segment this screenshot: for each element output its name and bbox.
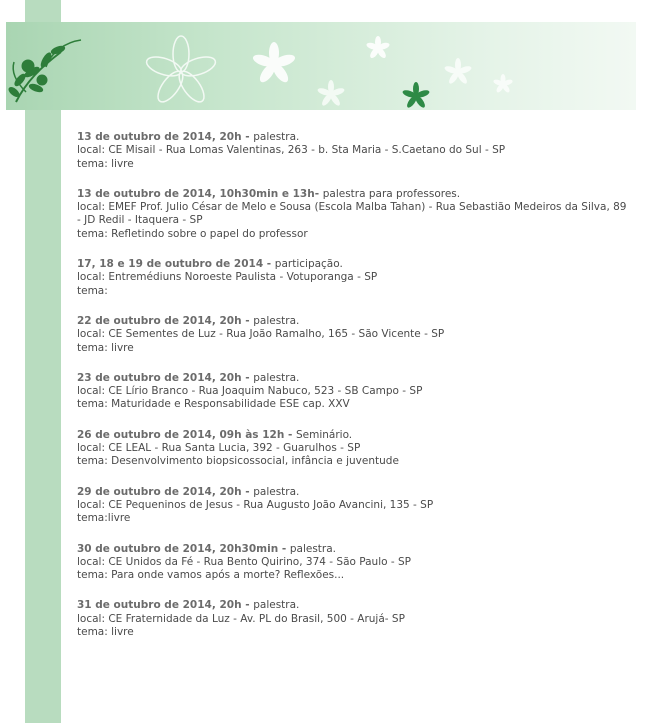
event-date: 13 de outubro de 2014, 10h30min e 13h- bbox=[77, 187, 323, 200]
event-header bbox=[77, 599, 627, 612]
event-local: local: EMEF Prof. Julio César de Melo e Sousa (Escola Malba Tahan) - Rua Sebastião Medeiros da Silva, 89 - JD Redil - Itaquera - SP bbox=[77, 201, 627, 227]
event-item bbox=[77, 486, 627, 526]
event-header bbox=[77, 188, 627, 201]
event-type: palestra para professores. bbox=[322, 187, 461, 200]
event-header bbox=[77, 543, 627, 556]
event-header bbox=[77, 315, 627, 328]
event-type: palestra. bbox=[253, 599, 300, 612]
event-date: 29 de outubro de 2014, 20h - bbox=[77, 485, 254, 498]
flower-vine-icon bbox=[6, 22, 636, 110]
event-date: 23 de outubro de 2014, 20h - bbox=[77, 371, 254, 384]
event-header bbox=[77, 258, 627, 271]
event-item bbox=[77, 543, 627, 583]
event-item bbox=[77, 429, 627, 469]
event-type: palestra. bbox=[253, 371, 300, 384]
event-local: local: CE Fraternidade da Luz - Av. PL do Brasil, 500 - Arujá- SP bbox=[77, 612, 405, 625]
event-date: 26 de outubro de 2014, 09h às 12h - bbox=[77, 428, 296, 441]
event-tema: tema: Refletindo sobre o papel do professor bbox=[77, 227, 308, 240]
event-item bbox=[77, 258, 627, 298]
event-item bbox=[77, 599, 627, 639]
event-date: 17, 18 e 19 de outubro de 2014 - bbox=[77, 258, 275, 271]
event-local: local: CE LEAL - Rua Santa Lucia, 392 - Guarulhos - SP bbox=[77, 442, 361, 455]
event-header bbox=[77, 429, 627, 442]
event-type: palestra. bbox=[253, 485, 300, 498]
event-tema: tema: livre bbox=[77, 626, 134, 639]
event-type: participação. bbox=[274, 258, 343, 271]
events-list bbox=[77, 131, 627, 656]
event-tema: tema: bbox=[77, 284, 108, 297]
event-header bbox=[77, 372, 627, 385]
event-local: local: CE Unidos da Fé - Rua Bento Quirino, 374 - São Paulo - SP bbox=[77, 555, 412, 568]
event-item bbox=[77, 188, 627, 241]
event-item bbox=[77, 131, 627, 171]
event-tema: tema: livre bbox=[77, 157, 134, 170]
event-date: 31 de outubro de 2014, 20h - bbox=[77, 599, 254, 612]
event-local: local: Entremédiuns Noroeste Paulista - Votuporanga - SP bbox=[77, 271, 378, 284]
event-tema: tema: livre bbox=[77, 341, 134, 354]
event-tema: tema: Desenvolvimento biopsicossocial, infância e juventude bbox=[77, 455, 399, 468]
event-date: 22 de outubro de 2014, 20h - bbox=[77, 314, 254, 327]
event-type: Seminário. bbox=[295, 428, 353, 441]
event-type: palestra. bbox=[253, 314, 300, 327]
event-tema: tema: Para onde vamos após a morte? Reflexões... bbox=[77, 569, 345, 582]
event-item bbox=[77, 315, 627, 355]
event-local: local: CE Sementes de Luz - Rua João Ramalho, 165 - São Vicente - SP bbox=[77, 328, 445, 341]
event-date: 13 de outubro de 2014, 20h - bbox=[77, 131, 254, 143]
header-banner bbox=[6, 22, 636, 110]
event-local: local: CE Pequeninos de Jesus - Rua Augusto João Avancini, 135 - SP bbox=[77, 498, 434, 511]
event-header bbox=[77, 131, 627, 144]
event-tema: tema: Maturidade e Responsabilidade ESE cap. XXV bbox=[77, 398, 350, 411]
event-type: palestra. bbox=[289, 542, 337, 555]
event-date: 30 de outubro de 2014, 20h30min - bbox=[77, 542, 290, 555]
event-tema: tema:livre bbox=[77, 512, 131, 525]
event-item bbox=[77, 372, 627, 412]
event-local: local: CE Lírio Branco - Rua Joaquim Nabuco, 523 - SB Campo - SP bbox=[77, 385, 423, 398]
event-header bbox=[77, 486, 627, 499]
event-type: palestra. bbox=[253, 131, 300, 143]
event-local: local: CE Misail - Rua Lomas Valentinas, 263 - b. Sta Maria - S.Caetano do Sul - SP bbox=[77, 144, 506, 157]
